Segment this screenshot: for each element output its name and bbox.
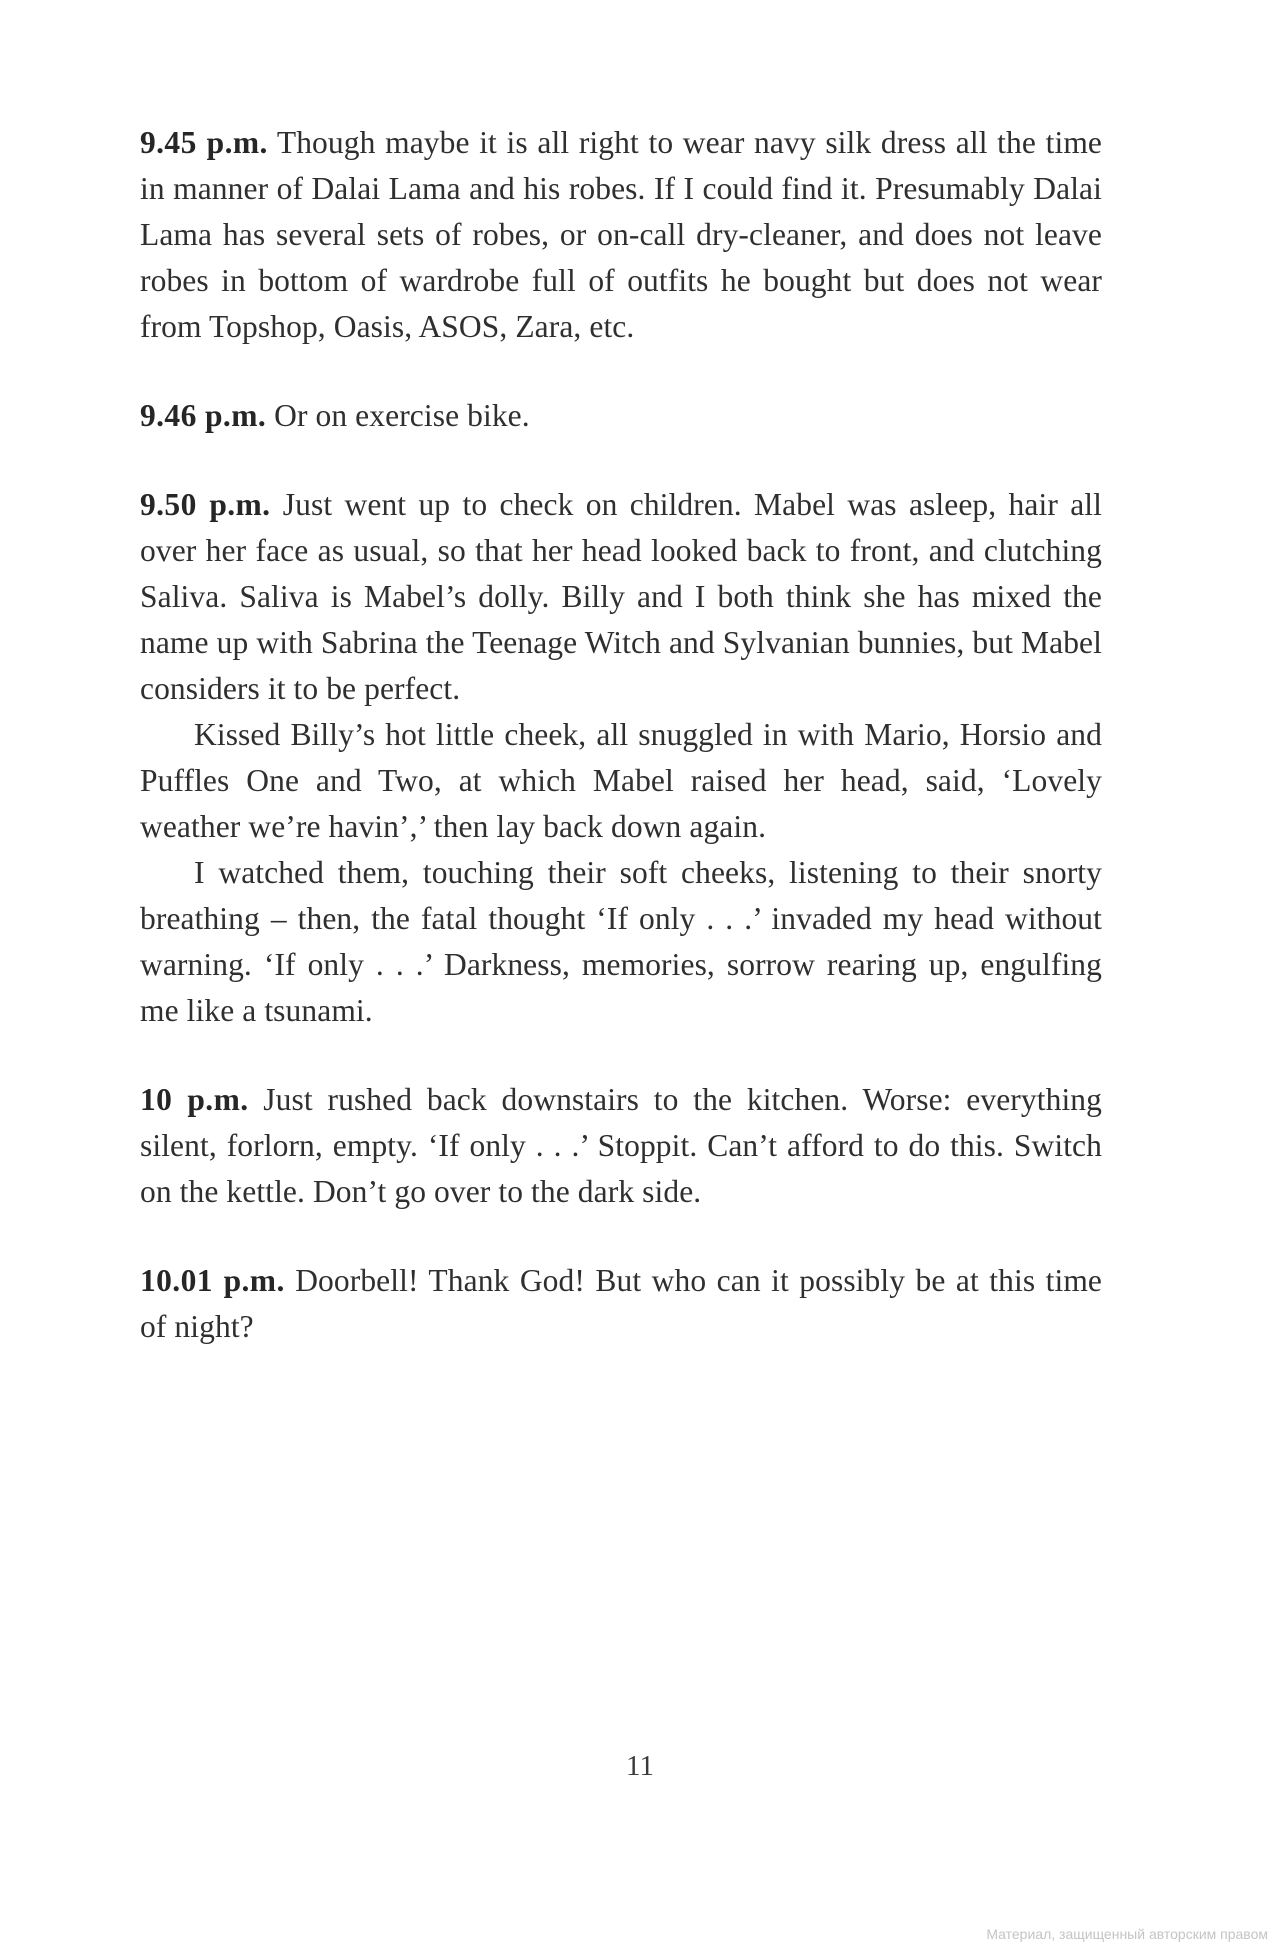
entry-time: 9.45 p.m. [140,125,268,160]
entry-paragraph [140,120,1102,350]
diary-entry-945 [140,120,1102,350]
entry-text: Doorbell! Thank God! But who can it possibly be at this time of night? [140,1263,1103,1344]
diary-entry-950 [140,482,1102,1034]
entry-paragraph [140,393,1102,439]
entry-paragraph [140,1077,1102,1215]
diary-entry-946 [140,393,1102,439]
diary-entry-1000 [140,1077,1102,1215]
entry-time: 10 p.m. [140,1082,249,1117]
entry-text: Just went up to check on children. Mabel was asleep, hair all over her face as usual, so that her head looked back to front, and clutching Saliva. Saliva is Mabel’s dolly. Billy and I both think she has mixed the name up with Sabrina the Teenage Witch and Sylvanian bunnies, but Mabel considers it to be perfect. [140,487,1103,706]
page-number: 11 [626,1750,654,1782]
entry-paragraph: I watched them, touching their soft cheeks, listening to their snorty breathing – then, the fatal thought ‘If only . . .’ invaded my head without warning. ‘If only . . .’ Darkness, memories, sorrow rearing up, engulfing me like a tsunami. [140,855,1102,1028]
entry-time: 10.01 p.m. [140,1263,285,1298]
diary-entry-1001 [140,1258,1102,1350]
page-body [140,120,1102,1393]
entry-text: Just rushed back downstairs to the kitchen. Worse: everything silent, forlorn, empty. ‘If only . . .’ Stoppit. Can’t afford to do this. Switch on the kettle. Don’t go over to the dark side. [140,1082,1102,1209]
entry-time: 9.46 p.m. [140,398,267,433]
entry-time: 9.50 p.m. [140,487,271,522]
entry-text: Or on exercise bike. [274,398,530,433]
entry-paragraph [140,1258,1102,1350]
entry-paragraph: Kissed Billy’s hot little cheek, all snuggled in with Mario, Horsio and Puffles One and Two, at which Mabel raised her head, said, ‘Lovely weather we’re havin’,’ then lay back down again. [140,717,1102,844]
copyright-watermark: Материал, защищенный авторским правом [986,1926,1268,1942]
entry-paragraph [140,482,1102,712]
entry-text: Though maybe it is all right to wear navy silk dress all the time in manner of Dalai Lama and his robes. If I could find it. Presumably Dalai Lama has several sets of robes, or on-call dry-cleaner, and does not leave robes in bottom of wardrobe full of outfits he bought but does not wear from Topshop, Oasis, ASOS, Zara, etc. [140,125,1102,344]
